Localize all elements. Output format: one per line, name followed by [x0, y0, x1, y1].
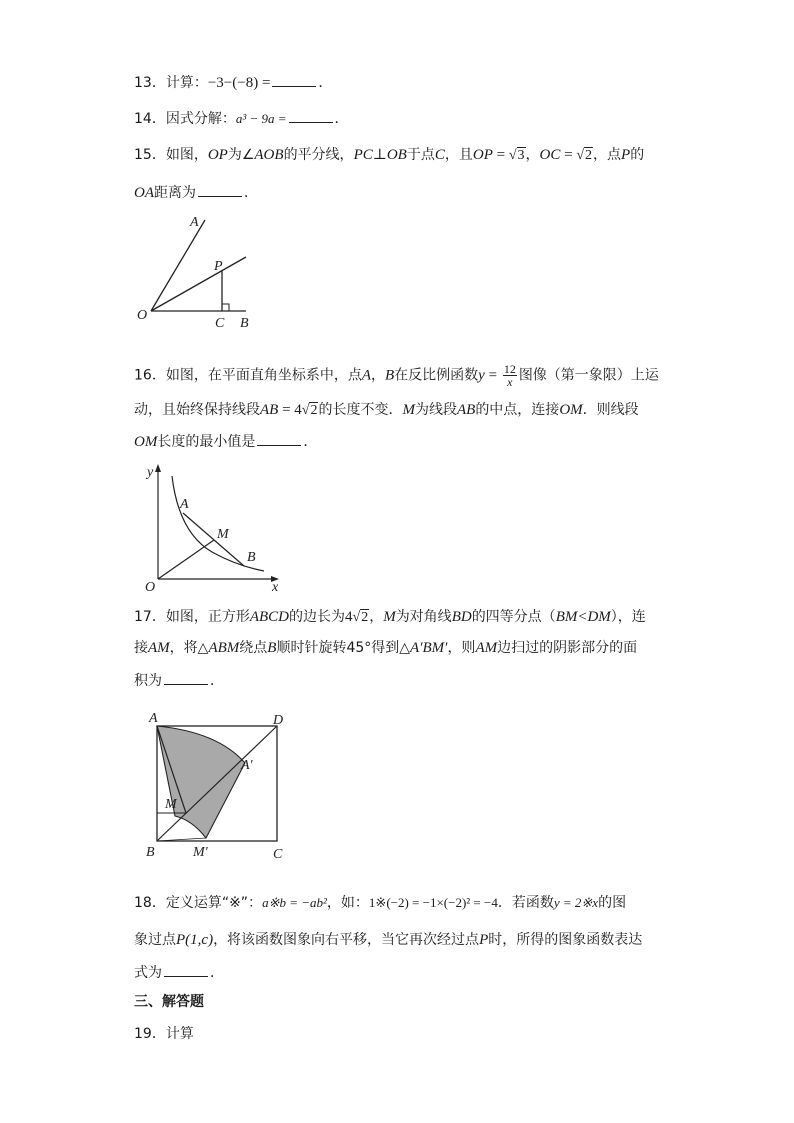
q16-period: ． [303, 434, 318, 450]
question-18-line-3 [134, 962, 224, 983]
q15-text: ，且 [444, 147, 473, 163]
q15-aob: AOB [254, 147, 284, 163]
q15-ob: OB [386, 147, 407, 163]
q15-eq: = [492, 147, 509, 163]
q17-text: 边扫过的阴影部分的面 [497, 640, 638, 656]
q16-om: OM [559, 402, 583, 418]
ray-op [151, 257, 246, 311]
q17-four: 4 [345, 609, 353, 625]
q17-b: B [267, 640, 277, 656]
q14-period: ． [334, 111, 349, 127]
q16-sqrt2: √2 [301, 403, 318, 418]
q17-compare: BM<DM [555, 609, 611, 625]
label-b: B [146, 845, 155, 860]
label-x: x [272, 580, 279, 595]
question-17-line-2 [134, 638, 637, 658]
question-13 [134, 72, 332, 93]
q15-oa: OA [134, 185, 154, 201]
q16-a: A [361, 367, 371, 384]
q15-text: 距离为 [154, 185, 196, 201]
label-c: C [215, 316, 225, 331]
q17-number: 17． [134, 609, 166, 625]
q14-text: 因式分解： [165, 111, 236, 127]
q18-answer-blank[interactable] [164, 962, 208, 977]
q17-text: 积为 [134, 673, 162, 689]
q16-ab: AB [260, 402, 279, 418]
label-o: O [137, 308, 148, 323]
q15-c: C [434, 147, 445, 163]
q17-text: ，将△ [169, 640, 209, 656]
q14-number: 14． [134, 111, 166, 127]
q18-text: 时，所得的图象函数表达 [488, 932, 643, 948]
label-b: B [247, 550, 256, 565]
q17-figure [140, 708, 300, 866]
q17-abm-prime: A′BM′ [410, 640, 448, 656]
q17-text: 顺时针旋转45°得到△ [276, 640, 411, 656]
question-16-line-2 [134, 400, 639, 421]
q15-text: 的 [630, 147, 645, 163]
y-axis-arrow [155, 464, 161, 472]
q15-text: 于点 [406, 147, 435, 163]
q16-text: 长度的最小值是 [157, 434, 256, 450]
label-m: M [217, 527, 229, 542]
question-16-line-3 [134, 431, 317, 452]
label-a: A [190, 215, 199, 230]
q17-sqrt2: √2 [352, 610, 369, 625]
q16-ab: AB [456, 402, 476, 418]
q18-text: ，将该函数图象向右平移，当它再次经过点 [213, 932, 480, 948]
q16-text: 动，且始终保持线段 [134, 402, 260, 418]
q16-text: 如图，在平面直角坐标系中，点 [165, 367, 362, 384]
q17-text: ， [369, 609, 384, 625]
q14-expression: a³ − 9a = [235, 111, 287, 126]
q17-bd: BD [451, 609, 472, 625]
label-p: P [214, 259, 223, 274]
q15-sqrt2: √2 [576, 148, 593, 163]
q15-text: 的平分线， [283, 147, 354, 163]
q13-answer-blank[interactable] [272, 72, 316, 87]
q17-m: M [383, 609, 396, 625]
label-a: A [149, 711, 158, 726]
q15-sqrt3: √3 [508, 148, 525, 163]
question-14 [134, 108, 349, 129]
label-o: O [145, 580, 156, 595]
q19-text: 计算 [165, 1026, 194, 1042]
q16-eq: = [484, 367, 501, 384]
q15-op: OP [207, 147, 228, 163]
q15-text: 为∠ [227, 147, 255, 163]
label-d: D [273, 713, 284, 728]
question-15-line-1 [134, 145, 644, 166]
q15-radicand: 2 [585, 148, 593, 163]
right-angle-mark [222, 304, 229, 311]
question-18-line-2 [134, 930, 642, 950]
label-a-prime: A′ [241, 758, 253, 773]
q16-text: 为线段 [414, 402, 457, 418]
question-19 [134, 1024, 194, 1044]
q16-radicand: 2 [310, 403, 318, 418]
q15-figure [134, 210, 254, 332]
q18-period: ． [210, 965, 224, 981]
q14-answer-blank[interactable] [289, 108, 333, 123]
q18-text: 式为 [134, 965, 162, 981]
question-18-line-1 [134, 893, 626, 913]
q15-text: ，点 [593, 147, 622, 163]
q13-period: ． [318, 75, 333, 91]
q16-om: OM [134, 434, 158, 450]
q16-m: M [402, 402, 415, 418]
q18-p: P [479, 932, 489, 948]
q15-op-eq: OP [472, 147, 493, 163]
q18-definition: a※b = −ab² [262, 895, 327, 910]
q16-fraction [503, 363, 517, 388]
q16-text: 图像（第一象限）上运 [518, 367, 659, 384]
segment-om [158, 540, 214, 579]
q15-p: P [621, 147, 631, 163]
q16-eq: = 4 [278, 402, 302, 418]
q16-y: y [478, 367, 485, 384]
shaded-region [157, 726, 245, 838]
q16-text: ， [371, 367, 385, 384]
ray-oa [151, 220, 205, 311]
label-b: B [240, 316, 249, 331]
q15-oc: OC [539, 147, 561, 163]
segment-ab [183, 513, 244, 566]
fraction-denominator: x [507, 375, 513, 389]
q16-text: ．则线段 [582, 402, 639, 418]
q16-text: 的中点，连接 [475, 402, 560, 418]
q15-period: ． [244, 185, 258, 201]
q18-example: 1※(−2) = −1×(−2)² = −4 [368, 895, 498, 910]
q17-text: 接 [134, 640, 148, 656]
question-15-line-2 [134, 182, 258, 203]
label-m: M [165, 797, 177, 812]
q16-text: 在反比例函数 [394, 367, 479, 384]
q15-eq: = [560, 147, 577, 163]
q15-perp: ⊥ [372, 147, 387, 163]
q15-text: 如图， [165, 147, 208, 163]
q18-function: y = 2※x [553, 895, 599, 910]
q18-number: 18． [134, 895, 166, 911]
q17-text: 的边长为 [289, 609, 345, 625]
q13-expression: −3−(−8) = [207, 75, 271, 91]
q19-number: 19． [134, 1026, 166, 1042]
q17-radicand: 2 [361, 610, 369, 625]
q18-text: 定义运算“※”： [165, 895, 263, 911]
q15-radicand: 3 [517, 148, 525, 163]
q13-text: 计算： [165, 75, 208, 91]
q18-text: 的图 [598, 895, 627, 911]
q17-abcd: ABCD [249, 609, 289, 625]
q17-text: ，则 [447, 640, 476, 656]
section-3-heading: 三、解答题 [134, 994, 204, 1010]
q18-point: P(1,c) [176, 932, 214, 948]
q18-text: ，如： [326, 895, 369, 911]
q17-text: 绕点 [239, 640, 268, 656]
q15-number: 15． [134, 147, 166, 163]
q15-pc: PC [353, 147, 373, 163]
q16-number: 16． [134, 367, 166, 384]
q17-text: ），连 [610, 609, 646, 625]
question-17-line-3 [134, 670, 224, 691]
fraction-numerator: 12 [503, 362, 516, 376]
label-y: y [147, 465, 154, 480]
label-m-prime: M′ [193, 845, 208, 860]
q17-am: AM [475, 640, 498, 656]
q17-text: 的四等分点（ [471, 609, 556, 625]
q17-answer-blank[interactable] [164, 670, 208, 685]
question-17-line-1 [134, 607, 646, 628]
q15-answer-blank[interactable] [198, 182, 242, 197]
label-c: C [273, 847, 283, 862]
q15-text: ， [525, 147, 540, 163]
q17-am: AM [148, 640, 170, 656]
q17-text: 如图，正方形 [165, 609, 250, 625]
q16-b: B [385, 367, 395, 384]
q17-abm: ABM [208, 640, 240, 656]
q18-text: 象过点 [134, 932, 176, 948]
q18-text: ．若函数 [497, 895, 554, 911]
q16-answer-blank[interactable] [257, 431, 301, 446]
q17-period: ． [210, 673, 224, 689]
q16-text: 的长度不变． [318, 402, 403, 418]
q13-number: 13． [134, 75, 166, 91]
label-a: A [180, 497, 189, 512]
question-16-line-1 [134, 363, 659, 388]
q16-figure [140, 460, 290, 596]
q17-text: 为对角线 [395, 609, 452, 625]
